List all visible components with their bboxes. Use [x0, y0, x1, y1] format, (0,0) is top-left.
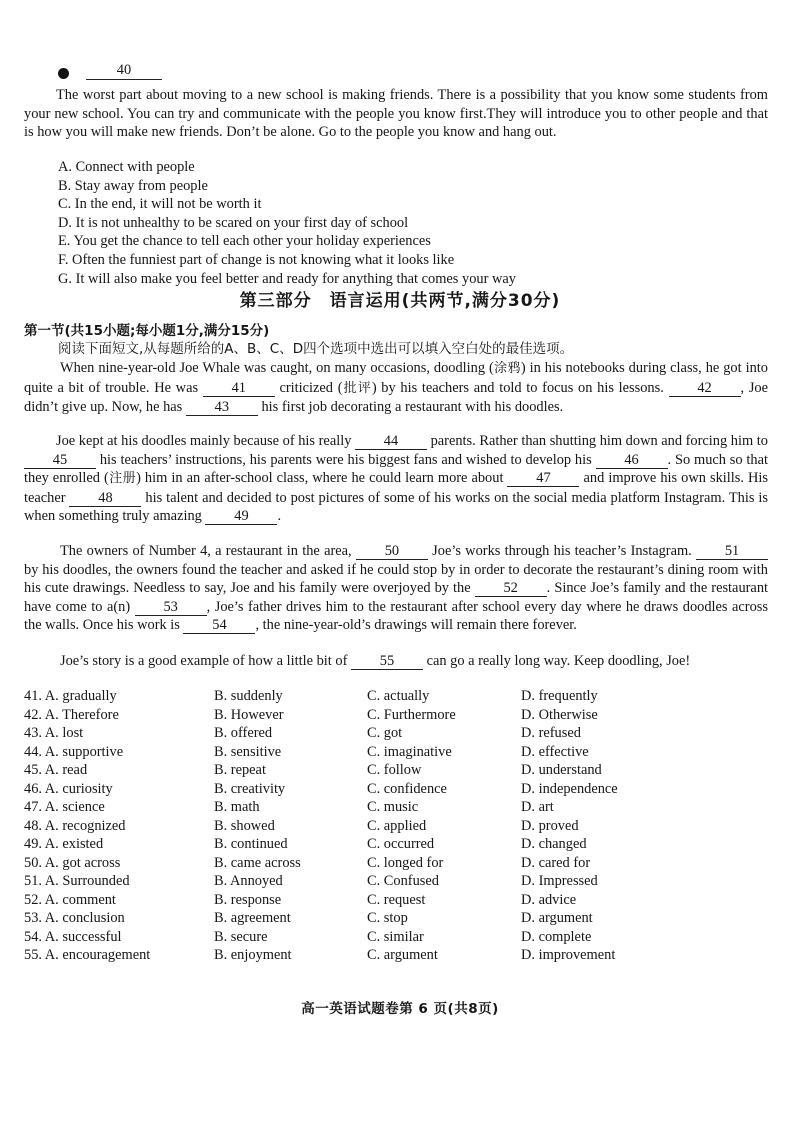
- text: Joe kept at his doodles mainly because of his really: [56, 433, 355, 449]
- choice-c: C. longed for: [367, 854, 444, 871]
- choice-c: C. Confused: [367, 873, 439, 889]
- choice-c: C. actually: [367, 688, 430, 704]
- blank-52: 52: [475, 581, 547, 597]
- blank-55: 55: [351, 654, 423, 670]
- text: ) in his notebooks during class, he got into quite a bit of trouble. He was: [24, 360, 768, 396]
- choice-c: C. follow: [367, 762, 422, 778]
- blank-45: 45: [24, 453, 96, 469]
- option-c: C. In the end, it will not be worth it: [58, 196, 262, 213]
- choice-a: 45. A. read: [24, 762, 88, 778]
- choice-c: C. occurred: [367, 836, 435, 852]
- blank-42: 42: [669, 381, 741, 397]
- choice-a: 52. A. comment: [24, 891, 116, 908]
- chinese-gloss: 涂鸦: [493, 361, 521, 376]
- choice-b: B. creativity: [214, 780, 286, 797]
- blank-53: 53: [135, 600, 207, 616]
- text: criticized (: [274, 379, 343, 396]
- choice-b: B. suddenly: [214, 688, 283, 704]
- options-list: [58, 158, 758, 288]
- choice-b: B. response: [214, 891, 282, 908]
- choice-d: D. art: [521, 799, 554, 815]
- choice-d: D. effective: [521, 743, 589, 760]
- text: .: [277, 508, 282, 525]
- answer-row-55: [24, 946, 784, 965]
- cloze-paragraph-1: [24, 359, 768, 417]
- choice-a: 47. A. science: [24, 799, 105, 815]
- text: . So much so that they enrolled (: [24, 451, 768, 487]
- choice-c: C. similar: [367, 928, 424, 945]
- chinese-gloss: 注册: [108, 471, 137, 487]
- choice-b: B. continued: [214, 836, 288, 852]
- blank-43: 43: [186, 400, 258, 416]
- choice-a: 49. A. existed: [24, 836, 104, 852]
- choice-c: C. applied: [367, 817, 427, 834]
- text: Joe’s story is a good example of how a little bit of: [60, 653, 351, 669]
- choice-d: D. Otherwise: [521, 706, 598, 723]
- blank-48: 48: [69, 491, 141, 507]
- choice-a: 43. A. lost: [24, 725, 84, 741]
- choice-c: C. stop: [367, 910, 408, 926]
- choice-c: C. Furthermore: [367, 706, 456, 723]
- choice-b: B. sensitive: [214, 743, 282, 760]
- cloze-paragraph-2: [24, 432, 768, 526]
- instruction: 阅读下面短文,从每题所给的A、B、C、D四个选项中选出可以填入空白处的最佳选项。: [58, 341, 574, 357]
- choice-d: D. argument: [521, 910, 593, 926]
- text: parents. Rather than shutting him down and forcing him to: [427, 433, 768, 449]
- blank-49: 49: [205, 509, 277, 525]
- choice-a: 44. A. supportive: [24, 743, 124, 760]
- blank-51: 51: [696, 544, 768, 560]
- chinese-gloss: 批评: [342, 380, 372, 396]
- cloze-paragraph-4: [24, 652, 768, 671]
- cloze-paragraph-3: [24, 542, 768, 635]
- text: , Joe didn’t give up. Now, he has: [24, 379, 768, 416]
- option-d: D. It is not unhealthy to be scared on your first day of school: [58, 214, 409, 231]
- choice-d: D. changed: [521, 836, 587, 852]
- choice-c: C. imaginative: [367, 743, 452, 760]
- choice-d: D. improvement: [521, 947, 616, 963]
- text: his first job decorating a restaurant with his doodles.: [257, 399, 564, 416]
- part-title: 第三部分 语言运用(共两节,满分30分): [239, 291, 561, 311]
- blank-47: 47: [507, 471, 579, 487]
- answer-row-53: [24, 909, 784, 928]
- choice-a: 46. A. curiosity: [24, 780, 113, 797]
- answer-row-48: [24, 817, 784, 836]
- blank-41: 41: [203, 381, 275, 397]
- choice-d: D. proved: [521, 817, 579, 834]
- text: , the nine-year-old’s drawings will remain there forever.: [255, 617, 577, 634]
- answer-row-42: [24, 706, 784, 725]
- option-g: G. It will also make you feel better and ready for anything that comes your way: [58, 270, 516, 287]
- choice-d: D. frequently: [521, 688, 598, 704]
- choice-b: B. offered: [214, 725, 273, 741]
- answer-row-47: [24, 798, 784, 817]
- answer-row-45: [24, 761, 784, 780]
- text: ) by his teachers and told to focus on his lessons.: [371, 379, 669, 396]
- bullet-icon: [58, 68, 69, 79]
- choice-b: B. However: [214, 706, 284, 723]
- text: can go a really long way. Keep doodling, Joe!: [422, 653, 691, 669]
- text: his teachers’ instructions, his parents were his biggest fans and wished to develop his: [96, 451, 596, 468]
- text: ) him in an after-school class, where he could learn more about: [136, 470, 508, 487]
- option-a: A. Connect with people: [58, 159, 195, 175]
- choice-d: D. cared for: [521, 854, 591, 871]
- passage-40-text: The worst part about moving to a new school is making friends. There is a possibility that you know some students from your new school. You can try and communicate with the people you know first.They will introduce you to other people and that is how you will make new friends. Don’t be alone. Go to the people you know and hang out.: [24, 87, 768, 141]
- blank-50: 50: [356, 544, 428, 560]
- choice-b: B. Annoyed: [214, 873, 283, 889]
- text: When nine-year-old Joe Whale was caught, on many occasions, doodling (: [60, 360, 494, 376]
- choice-a: 51. A. Surrounded: [24, 873, 130, 889]
- choice-c: C. argument: [367, 947, 438, 963]
- answer-row-50: [24, 854, 784, 873]
- choice-d: D. Impressed: [521, 873, 598, 889]
- answer-row-49: [24, 835, 784, 854]
- choice-a: 54. A. successful: [24, 928, 122, 945]
- answer-row-54: [24, 928, 784, 947]
- choice-d: D. independence: [521, 780, 618, 797]
- text: The owners of Number 4, a restaurant in the area,: [60, 543, 356, 559]
- blank-54: 54: [183, 618, 255, 634]
- question-40-blank: 40: [86, 62, 162, 80]
- answer-choices: [24, 687, 784, 965]
- page-footer: 高一英语试题卷第 6 页(共8页): [301, 1001, 499, 1017]
- choice-a: 55. A. encouragement: [24, 947, 151, 963]
- blank-44: 44: [355, 434, 427, 450]
- answer-row-46: [24, 780, 784, 799]
- text: , Joe’s father drives him to the restaurant after school every day where he draws doodles across the walls. Once his work is: [24, 598, 768, 634]
- choice-b: B. agreement: [214, 910, 291, 926]
- choice-d: D. understand: [521, 762, 602, 778]
- answer-row-51: [24, 872, 784, 891]
- choice-a: 48. A. recognized: [24, 817, 126, 834]
- choice-a: 50. A. got across: [24, 854, 121, 871]
- option-b: B. Stay away from people: [58, 177, 208, 194]
- answer-row-41: [24, 687, 784, 706]
- choice-c: C. confidence: [367, 780, 447, 797]
- answer-row-43: [24, 724, 784, 743]
- choice-c: C. request: [367, 891, 426, 908]
- choice-b: B. enjoyment: [214, 947, 292, 963]
- choice-b: B. showed: [214, 817, 275, 834]
- text: Joe’s works through his teacher’s Instagram.: [427, 543, 697, 559]
- answer-row-52: [24, 891, 784, 910]
- choice-c: C. music: [367, 799, 419, 815]
- answer-row-44: [24, 743, 784, 762]
- section-heading: 第一节(共15小题;每小题1分,满分15分): [24, 323, 270, 339]
- option-e: E. You get the chance to tell each other your holiday experiences: [58, 233, 431, 250]
- choice-c: C. got: [367, 725, 403, 741]
- choice-d: D. complete: [521, 928, 592, 945]
- choice-a: 53. A. conclusion: [24, 910, 125, 926]
- choice-b: B. repeat: [214, 762, 266, 778]
- question-40-header: [58, 62, 798, 86]
- blank-46: 46: [596, 453, 668, 469]
- text: his talent and decided to post pictures of some of his works on the social media platform Instagram. This is when something truly amazing: [24, 489, 768, 525]
- choice-d: D. advice: [521, 891, 577, 908]
- choice-b: B. math: [214, 799, 260, 815]
- option-f: F. Often the funniest part of change is not knowing what it looks like: [58, 251, 455, 268]
- choice-d: D. refused: [521, 725, 581, 741]
- text: and improve his own skills. His teacher: [24, 470, 768, 506]
- choice-a: 42. A. Therefore: [24, 706, 119, 723]
- choice-a: 41. A. gradually: [24, 688, 117, 704]
- passage-40: [24, 86, 768, 142]
- text: by his doodles, the owners found the teacher and asked if he could stop by in order to decorate the restaurant’s dining room with his cute drawings. Needless to say, Joe and his family were overjoyed by the: [24, 561, 768, 597]
- text: . Since Joe’s family and the restaurant have come to a(n): [24, 580, 769, 615]
- choice-b: B. secure: [214, 928, 268, 945]
- choice-b: B. came across: [214, 854, 301, 871]
